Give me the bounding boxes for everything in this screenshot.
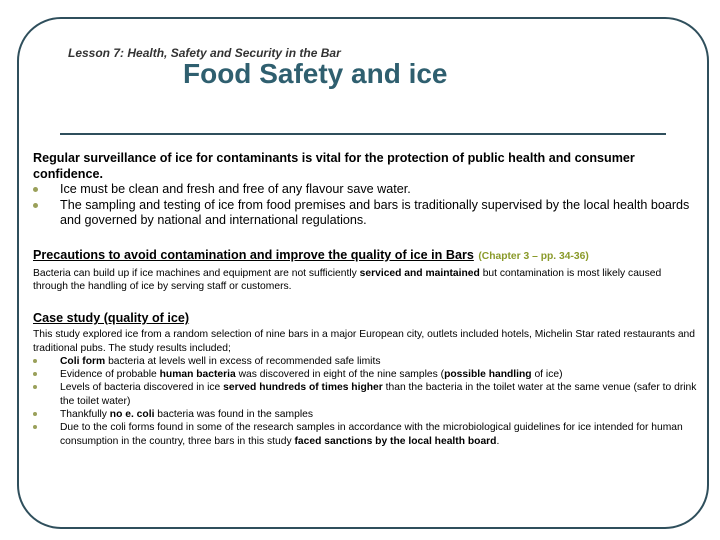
case-study-heading: Case study (quality of ice) xyxy=(33,311,190,325)
case-study-intro: This study explored ice from a random selection of nine bars in a major European city, outlets included hotels, Michelin Star rated restaurants and traditional pubs. The study results included; xyxy=(33,329,696,354)
case-study-bullet: Levels of bacteria discovered in ice served hundreds of times higher than the bacteria in the toilet water at the same venue (safer to drink the toilet water) xyxy=(33,381,698,408)
case-study-bullet: Evidence of probable human bacteria was discovered in eight of the nine samples (possible handling of ice) xyxy=(33,368,698,381)
page-title: Food Safety and ice xyxy=(183,58,448,89)
case-study-bullet: Coli form bacteria at levels well in excess of recommended safe limits xyxy=(33,355,698,368)
chapter-reference: (Chapter 3 – pp. 34-36) xyxy=(478,251,589,262)
title-divider xyxy=(60,133,666,135)
intro-section xyxy=(33,151,698,229)
precautions-section xyxy=(33,246,698,294)
lesson-label: Lesson 7: Health, Safety and Security in the Bar xyxy=(68,46,341,60)
case-study-bullet: Due to the coli forms found in some of the research samples in accordance with the microbiological guidelines for ice intended for human consumption in the country, three bars in this study faced sanctions by the local health board. xyxy=(33,421,698,448)
precautions-heading: Precautions to avoid contamination and improve the quality of ice in Bars xyxy=(33,248,474,262)
case-study-section xyxy=(33,312,698,448)
precautions-heading-line xyxy=(33,246,698,264)
intro-bullet: The sampling and testing of ice from food premises and bars is traditionally supervised by the local health boards and governed by national and international regulations. xyxy=(33,198,698,229)
precautions-text: Bacteria can build up if ice machines and equipment are not sufficiently serviced and maintained but contamination is most likely caused through the handling of ice by serving staff or customers. xyxy=(33,268,662,293)
case-study-bullet: Thankfully no e. coli bacteria was found in the samples xyxy=(33,408,698,421)
intro-lead: Regular surveillance of ice for contaminants is vital for the protection of public health and consumer confidence. xyxy=(33,151,635,181)
intro-bullet: Ice must be clean and fresh and free of any flavour save water. xyxy=(33,182,698,198)
